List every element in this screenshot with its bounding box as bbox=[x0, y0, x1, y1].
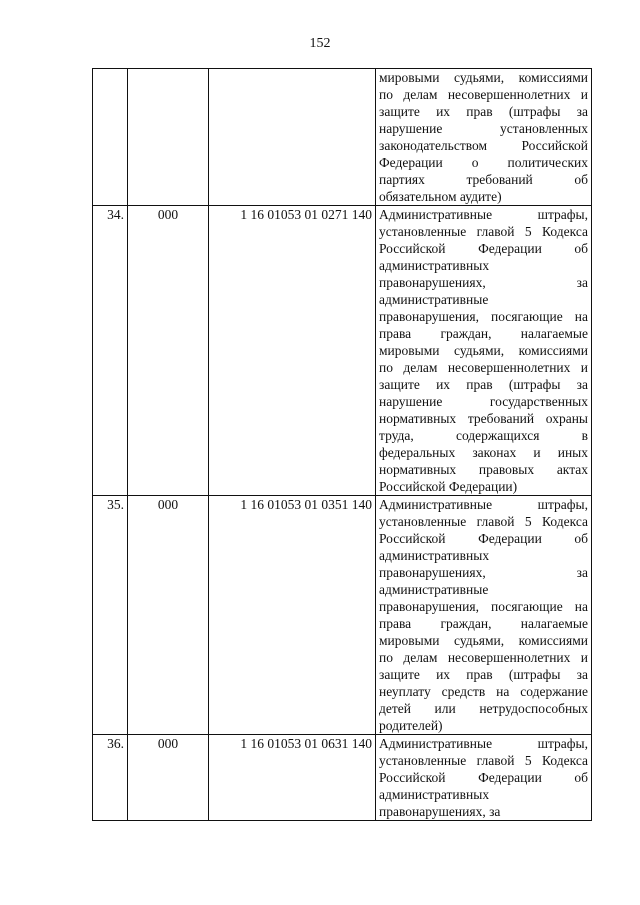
description-line: Российской Федерации об bbox=[379, 531, 588, 546]
description-line: мировыми судьями, комиссиями bbox=[379, 343, 588, 358]
description-line: по делам несовершеннолетних и bbox=[379, 360, 588, 375]
revenue-code: 1 16 01053 01 0271 140 bbox=[240, 207, 372, 222]
description-line: по делам несовершеннолетних и bbox=[379, 87, 588, 102]
description-line: правонарушениях, за bbox=[379, 804, 501, 819]
admin-code-cell bbox=[128, 69, 209, 206]
description-line: нормативных требований охраны bbox=[379, 411, 588, 426]
table-body bbox=[93, 69, 592, 821]
revenue-code-cell bbox=[209, 69, 376, 206]
description-line: нарушение государственных bbox=[379, 394, 588, 409]
description-cell bbox=[376, 496, 592, 735]
description-line: по делам несовершеннолетних и bbox=[379, 650, 588, 665]
description-line: административных bbox=[379, 258, 490, 273]
admin-code: 000 bbox=[157, 736, 179, 751]
description-line: правонарушениях, за bbox=[379, 565, 588, 580]
description-line: установленные главой 5 Кодекса bbox=[379, 224, 588, 239]
admin-code-cell bbox=[128, 206, 209, 496]
description-line: защите их прав (штрафы за bbox=[379, 377, 588, 392]
revenue-code-cell bbox=[209, 735, 376, 821]
description-line: федеральных законах и иных bbox=[379, 445, 588, 460]
description-line: защите их прав (штрафы за bbox=[379, 667, 588, 682]
description-line: административные bbox=[379, 292, 489, 307]
revenue-code-cell bbox=[209, 206, 376, 496]
row-number: 36. bbox=[107, 736, 124, 751]
description-line: административные bbox=[379, 582, 489, 597]
description-line: партиях требований об bbox=[379, 172, 588, 187]
admin-code: 000 bbox=[157, 207, 179, 222]
description-line: нарушение установленных bbox=[379, 121, 588, 136]
row-number-cell bbox=[93, 496, 128, 735]
row-number-cell bbox=[93, 206, 128, 496]
description-line: установленные главой 5 Кодекса bbox=[379, 514, 588, 529]
description-line: права граждан, налагаемые bbox=[379, 326, 588, 341]
description-line: законодательством Российской bbox=[379, 138, 588, 153]
admin-code-cell bbox=[128, 496, 209, 735]
admin-code-cell bbox=[128, 735, 209, 821]
description-line: правонарушения, посягающие на bbox=[379, 599, 588, 614]
description-line: труда, содержащихся в bbox=[379, 428, 588, 443]
description-line: административных bbox=[379, 548, 490, 563]
table-row bbox=[93, 735, 592, 821]
page-number: 152 bbox=[309, 36, 331, 51]
table-row bbox=[93, 206, 592, 496]
description-line: обязательном аудите) bbox=[379, 189, 502, 204]
revenue-code-cell bbox=[209, 496, 376, 735]
row-number: 34. bbox=[107, 207, 124, 222]
description-line: родителей) bbox=[379, 718, 443, 733]
revenue-code: 1 16 01053 01 0631 140 bbox=[240, 736, 372, 751]
description-line: права граждан, налагаемые bbox=[379, 616, 588, 631]
description-line: административных bbox=[379, 787, 490, 802]
description-line: Административные штрафы, bbox=[379, 207, 588, 222]
description-line: мировыми судьями, комиссиями bbox=[379, 70, 588, 85]
description-line: Российской Федерации) bbox=[379, 479, 518, 494]
description-cell bbox=[376, 206, 592, 496]
description-line: Административные штрафы, bbox=[379, 497, 588, 512]
description-line: Административные штрафы, bbox=[379, 736, 588, 751]
description-line: установленные главой 5 Кодекса bbox=[379, 753, 588, 768]
description-line: правонарушения, посягающие на bbox=[379, 309, 588, 324]
description-line: защите их прав (штрафы за bbox=[379, 104, 588, 119]
description-line: Российской Федерации об bbox=[379, 770, 588, 785]
description-line: правонарушениях, за bbox=[379, 275, 588, 290]
description-cell bbox=[376, 735, 592, 821]
description-line: Федерации о политических bbox=[379, 155, 588, 170]
revenue-code: 1 16 01053 01 0351 140 bbox=[240, 497, 372, 512]
document-table bbox=[92, 68, 592, 821]
table-row bbox=[93, 496, 592, 735]
row-number: 35. bbox=[107, 497, 124, 512]
description-line: детей или нетрудоспособных bbox=[379, 701, 588, 716]
description-line: мировыми судьями, комиссиями bbox=[379, 633, 588, 648]
row-number-cell bbox=[93, 69, 128, 206]
description-line: Российской Федерации об bbox=[379, 241, 588, 256]
table-row bbox=[93, 69, 592, 206]
row-number-cell bbox=[93, 735, 128, 821]
description-cell bbox=[376, 69, 592, 206]
description-line: неуплату средств на содержание bbox=[379, 684, 588, 699]
admin-code: 000 bbox=[157, 497, 179, 512]
description-line: нормативных правовых актах bbox=[379, 462, 588, 477]
